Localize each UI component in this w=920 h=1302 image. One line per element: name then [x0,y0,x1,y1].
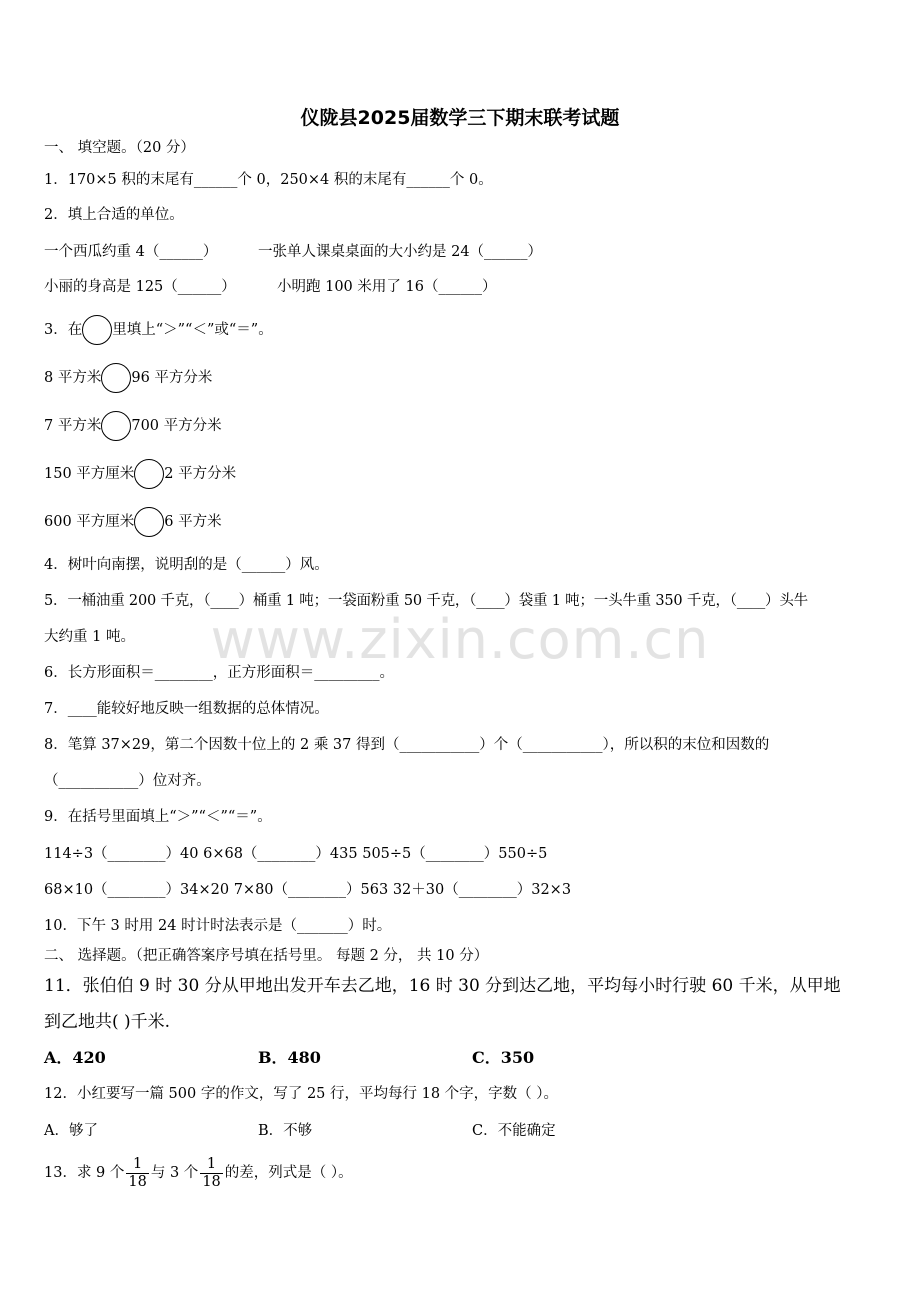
compare-left: 600 平方厘米 [44,514,135,530]
question-13-part2: 与 3 个 [150,1165,199,1181]
question-10: 10．下午 3 时用 24 时计时法表示是（_______）时。 [44,918,392,934]
question-13-part1: 13．求 9 个 [44,1165,125,1181]
fraction-denominator: 18 [202,1173,221,1190]
question-2-row1b: 一张单人课桌桌面的大小约是 24（______） [258,244,543,260]
compare-item [44,368,212,388]
option-c: C．350 [472,1048,535,1067]
compare-circle-icon [134,507,164,537]
option-a: A．420 [44,1048,106,1067]
compare-circle-icon [134,459,164,489]
option-b: B．不够 [258,1123,313,1139]
question-9-row2: 68×10（________）34×20 7×80（________）563 32＋30（________）32×3 [44,882,572,898]
question-9-row1: 114÷3（________）40 6×68（________）435 505÷5（________）550÷5 [44,846,548,862]
question-11-line1: 11．张伯伯 9 时 30 分从甲地出发开车去乙地，16 时 30 分到达乙地，平均每小时行驶 60 千米，从甲地 [44,976,841,996]
question-2-row1a: 一个西瓜约重 4（______） [44,244,218,260]
fraction-numerator: 1 [126,1156,148,1174]
page-title: 仪陇县2025届数学三下期末联考试题 [300,107,620,129]
compare-item [44,512,222,532]
question-2-row2a: 小丽的身高是 125（______） [44,279,236,295]
compare-circle-icon [101,411,131,441]
option-a: A．够了 [44,1123,98,1139]
compare-right: 700 平方分米 [131,418,222,434]
compare-right: 96 平方分米 [131,370,213,386]
fraction-denominator: 18 [128,1173,147,1190]
compare-right: 2 平方分米 [164,466,237,482]
question-13 [44,1155,353,1190]
compare-left: 7 平方米 [44,418,102,434]
question-13-part3: 的差，列式是（ ）。 [224,1165,353,1181]
compare-item [44,464,236,484]
question-4: 4．树叶向南摆，说明刮的是（______）风。 [44,557,329,573]
section1-header: 一、 填空题。（20 分） [44,140,195,156]
question-2-row2b: 小明跑 100 米用了 16（______） [277,279,497,295]
watermark: www.zixin.com.cn [210,608,710,671]
compare-circle-icon [82,315,112,345]
section2-header: 二、 选择题。（把正确答案序号填在括号里。 每题 2 分， 共 10 分） [44,948,489,964]
question-11-line2: 到乙地共( )千米. [44,1012,171,1032]
question-7: 7．____能较好地反映一组数据的总体情况。 [44,701,329,717]
question-1: 1．170×5 积的末尾有______个 0，250×4 积的末尾有______个 0。 [44,172,493,188]
question-6: 6．长方形面积＝________，正方形面积＝_________。 [44,665,394,681]
compare-item [44,416,222,436]
fraction-numerator: 1 [200,1156,222,1174]
fraction [126,1156,148,1191]
question-3-stem [44,320,273,340]
question-2-stem: 2．填上合适的单位。 [44,207,184,223]
question-5-line1: 5．一桶油重 200 千克，（____）桶重 1 吨；一袋面粉重 50 千克，（____）袋重 1 吨；一头牛重 350 千克，（____）头牛 [44,593,808,609]
question-3-stem-before: 3．在 [44,322,83,338]
compare-circle-icon [101,363,131,393]
question-12: 12．小红要写一篇 500 字的作文，写了 25 行，平均每行 18 个字，字数（ ）。 [44,1086,559,1102]
option-b: B．480 [258,1048,321,1067]
option-c: C．不能确定 [472,1123,556,1139]
fraction [200,1156,222,1191]
compare-right: 6 平方米 [164,514,222,530]
compare-left: 8 平方米 [44,370,102,386]
question-5-line2: 大约重 1 吨。 [44,629,135,645]
question-9-stem: 9．在括号里面填上“＞”“＜”“＝”。 [44,809,272,825]
question-3-stem-after: 里填上“＞”“＜”或“＝”。 [112,322,273,338]
compare-left: 150 平方厘米 [44,466,135,482]
question-8-line2: （___________）位对齐。 [44,773,211,789]
question-8-line1: 8．笔算 37×29，第二个因数十位上的 2 乘 37 得到（___________）个（___________），所以积的末位和因数的 [44,737,770,753]
